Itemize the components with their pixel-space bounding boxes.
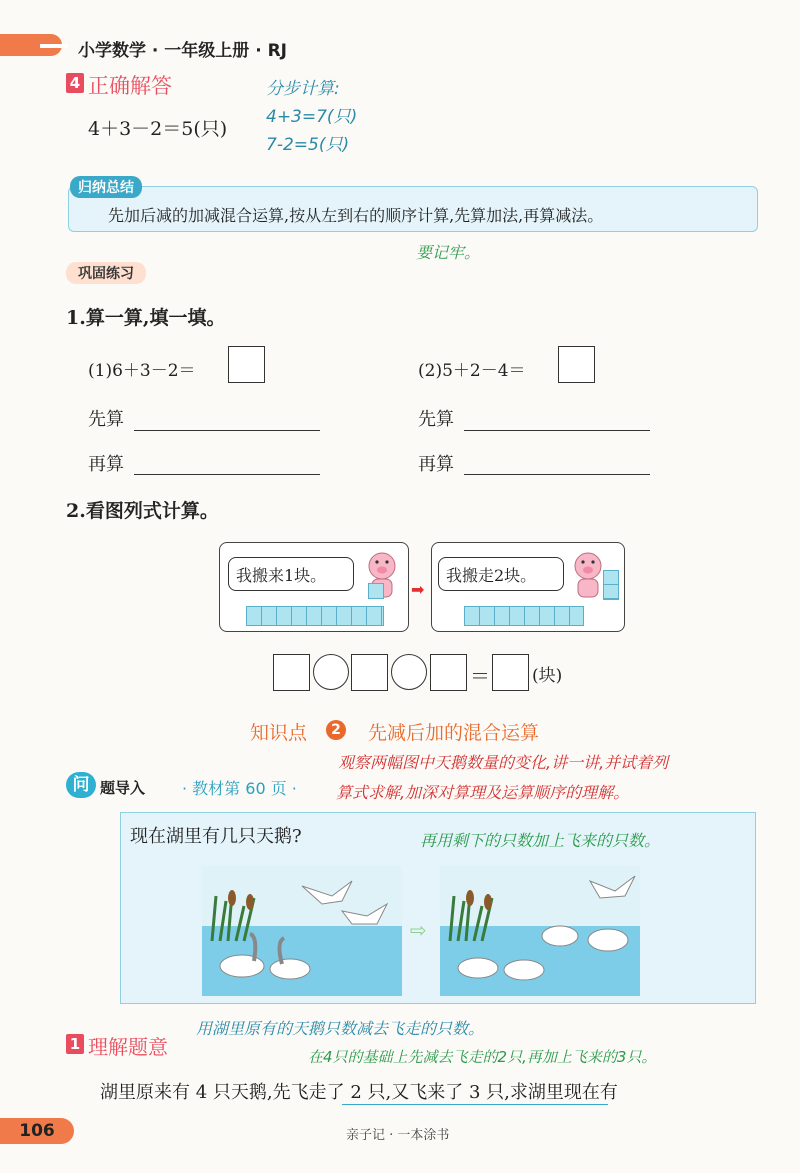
q2-carried-block-left [368, 583, 384, 599]
section1-underline [342, 1104, 608, 1105]
q2-operator-2[interactable] [391, 654, 427, 690]
q2-block-row-left [246, 606, 384, 626]
section4-number: 4 [66, 73, 84, 93]
q1a-answer-box[interactable] [228, 346, 265, 383]
section1-number: 1 [66, 1034, 84, 1054]
q2-block-row-right [464, 606, 584, 626]
q2-carried-blocks-right [603, 570, 619, 600]
intro-handnote-3: 再用剩下的只数加上飞来的只数。 [420, 831, 661, 850]
scene-arrow: ⇨ [410, 918, 427, 942]
footer-center-text: 亲子记 · 一本涂书 [346, 1128, 450, 1143]
q2-arrow: ➡ [411, 580, 425, 599]
q1a-then-label: 再算 [88, 454, 124, 475]
q1b-first-label: 先算 [418, 409, 454, 430]
lake-scene-after [440, 866, 640, 996]
q1b-first-line[interactable] [464, 430, 650, 431]
section4-note-title: 分步计算: [266, 79, 340, 99]
q2-box-3[interactable] [430, 654, 467, 691]
q1a-then-line[interactable] [134, 474, 320, 475]
q1b-expression: (2)5＋2－4＝ [418, 361, 526, 381]
q2-box-result[interactable] [492, 654, 529, 691]
lake-scene-before [202, 866, 402, 996]
header-title: 小学数学 · 一年级上册 · RJ [78, 41, 288, 61]
q1a-expression: (1)6＋3－2＝ [88, 361, 196, 381]
footer-page-number: 106 [0, 1118, 74, 1144]
intro-question: 现在湖里有几只天鹅? [130, 826, 302, 847]
q1a-first-label: 先算 [88, 409, 124, 430]
q2-equals: ＝ [470, 664, 490, 688]
section4-title: 正确解答 [88, 74, 172, 98]
q2-bubble-left-text: 我搬来1块。 [236, 566, 327, 585]
header-stripe [40, 44, 68, 48]
knowledge-title: 先减后加的混合运算 [368, 722, 540, 744]
q2-pig-right [568, 548, 608, 606]
section1-handnote-1: 用湖里原有的天鹅只数减去飞走的只数。 [196, 1019, 485, 1038]
q1a-first-line[interactable] [134, 430, 320, 431]
q2-box-1[interactable] [273, 654, 310, 691]
q2-title: 2.看图列式计算。 [66, 500, 219, 522]
section4-note-line1: 4+3=7(只) [266, 107, 358, 127]
q2-bubble-right-text: 我搬走2块。 [446, 566, 537, 585]
section1-title: 理解题意 [88, 1035, 168, 1059]
q1b-answer-box[interactable] [558, 346, 595, 383]
q2-operator-1[interactable] [313, 654, 349, 690]
q2-box-2[interactable] [351, 654, 388, 691]
q2-unit: (块) [532, 666, 563, 686]
summary-handnote: 要记牢。 [416, 243, 481, 262]
intro-badge: 问 [66, 772, 96, 798]
section1-handnote-2: 在4只的基础上先减去飞走的2只,再加上飞来的3只。 [308, 1048, 657, 1066]
intro-handnote-2: 算式求解,加深对算理及运算顺序的理解。 [336, 783, 630, 802]
intro-handnote-1: 观察两幅图中天鹅数量的变化,讲一讲,并试着列 [338, 753, 669, 772]
summary-text: 先加后减的加减混合运算,按从左到右的顺序计算,先算加法,再算减法。 [108, 206, 604, 225]
knowledge-label: 知识点 [250, 722, 308, 744]
q1b-then-line[interactable] [464, 474, 650, 475]
summary-label: 归纳总结 [70, 176, 142, 198]
intro-source: · 教材第 60 页 · [182, 779, 297, 798]
section4-equation: 4＋3－2＝5(只) [88, 118, 228, 140]
practice-label: 巩固练习 [66, 262, 146, 284]
section1-text: 湖里原来有 4 只天鹅,先飞走了 2 只,又飞来了 3 只,求湖里现在有 [100, 1082, 618, 1103]
q1-title: 1.算一算,填一填。 [66, 307, 226, 329]
section4-note-line2: 7-2=5(只) [266, 135, 350, 155]
q1b-then-label: 再算 [418, 454, 454, 475]
knowledge-number: 2 [326, 720, 346, 740]
intro-label: 题导入 [100, 779, 146, 797]
